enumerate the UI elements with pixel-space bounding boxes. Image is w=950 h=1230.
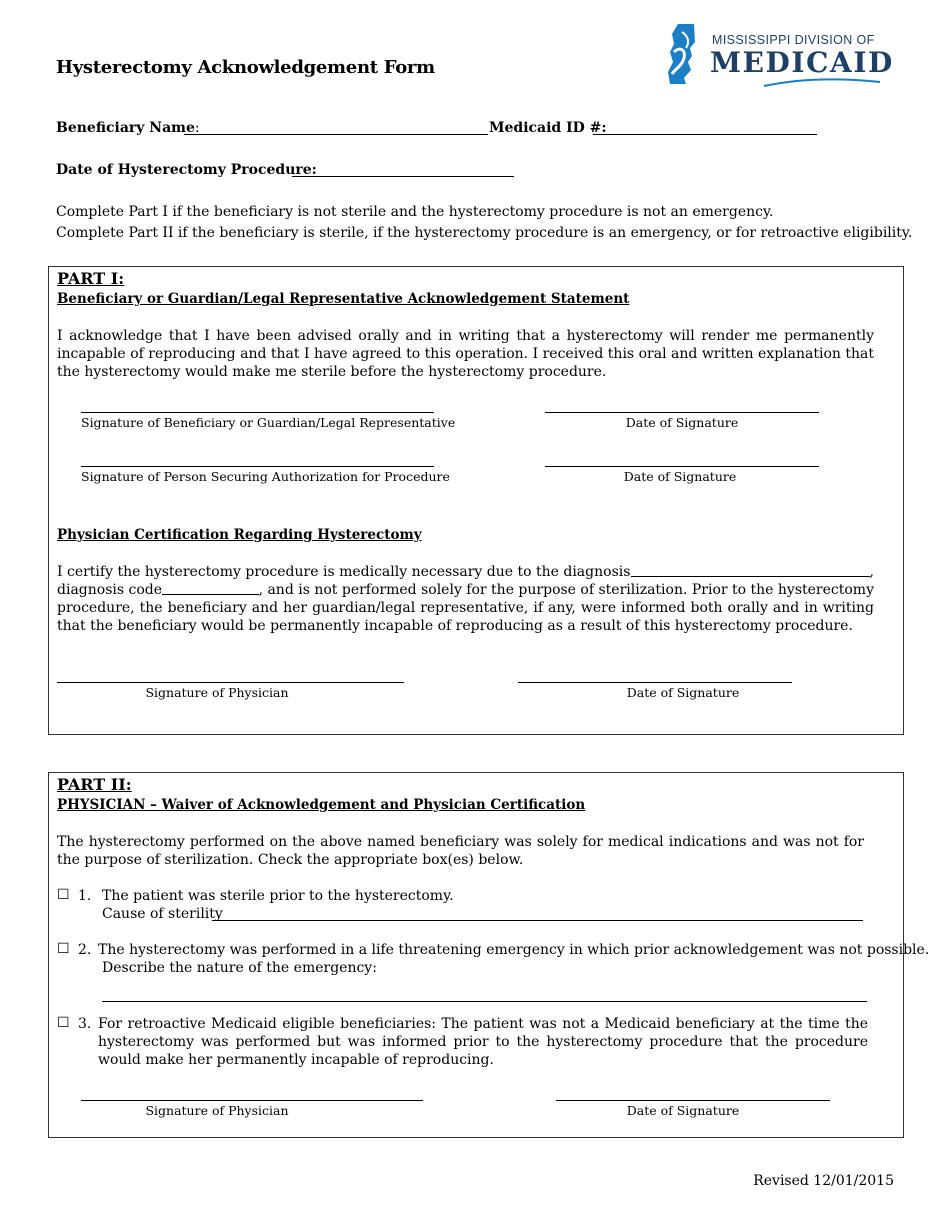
physician-signature-label: Signature of Physician xyxy=(145,685,289,700)
part2-signature-date-field[interactable] xyxy=(556,1100,830,1101)
emergency-checkbox[interactable]: ☐ xyxy=(57,941,70,957)
mississippi-state-icon xyxy=(664,22,708,86)
diagnosis-code-field[interactable] xyxy=(162,581,259,595)
securing-person-signature-field[interactable] xyxy=(81,466,434,467)
medicaid-logo xyxy=(664,22,894,90)
part2-physician-signature-field[interactable] xyxy=(81,1100,423,1101)
logo-medicaid-text: MEDICAID xyxy=(710,46,894,79)
part1-subheading: Beneficiary or Guardian/Legal Representative Acknowledgement Statement xyxy=(57,291,630,307)
item2-text: The hysterectomy was performed in a life threatening emergency in which prior acknowledgement was not possible. xyxy=(98,942,930,958)
beneficiary-signature-field[interactable] xyxy=(81,412,434,413)
cert-text-diagnosis: I certify the hysterectomy procedure is medically necessary due to the diagnosis xyxy=(57,564,631,580)
date-of-signature-label: Date of Signature xyxy=(626,1103,740,1118)
instruction-part1: Complete Part I if the beneficiary is not sterile and the hysterectomy procedure is not an emergency. xyxy=(56,204,774,220)
part2-intro: The hysterectomy performed on the above named beneficiary was solely for medical indications and was not for the purpose of sterilization. Check the appropriate box(es) below. xyxy=(57,834,864,868)
cause-of-sterility-field[interactable] xyxy=(212,920,863,921)
sterile-checkbox[interactable]: ☐ xyxy=(57,887,70,903)
part2-section xyxy=(48,772,930,1138)
item2-number: 2. xyxy=(78,942,92,958)
medicaid-id-field[interactable] xyxy=(593,134,817,135)
part1-section xyxy=(48,266,904,735)
physician-signature-label: Signature of Physician xyxy=(145,1103,289,1118)
procedure-date-field[interactable] xyxy=(292,176,514,177)
item3-text: For retroactive Medicaid eligible beneficiaries: The patient was not a Medicaid beneficiary at the time the hysterectomy was performed but was informed prior to the hysterectomy procedure that the procedure would make her permanently incapable of reproducing. xyxy=(98,1016,868,1068)
physician-signature-date-field[interactable] xyxy=(518,682,792,683)
beneficiary-signature-label: Signature of Beneficiary or Guardian/Legal Representative xyxy=(81,415,456,430)
form-title: Hysterectomy Acknowledgement Form xyxy=(56,57,435,78)
item3-number: 3. xyxy=(78,1016,92,1032)
part1-heading: PART I: xyxy=(57,269,125,288)
securing-person-date-field[interactable] xyxy=(545,466,819,467)
medicaid-id-label: Medicaid ID #: xyxy=(489,120,607,136)
logo-division-text: MISSISSIPPI DIVISION OF xyxy=(712,33,875,47)
item1-number: 1. xyxy=(78,888,92,904)
beneficiary-signature-date-field[interactable] xyxy=(545,412,819,413)
part2-subheading: PHYSICIAN – Waiver of Acknowledgement and Physician Certification xyxy=(57,797,586,813)
procedure-date-label: Date of Hysterectomy Procedure: xyxy=(56,162,317,178)
cert-text-code: diagnosis code xyxy=(57,582,163,598)
cause-of-sterility-label: Cause of sterility xyxy=(102,906,223,922)
part2-heading: PART II: xyxy=(57,775,132,794)
cert-comma: , xyxy=(869,564,874,580)
acknowledgement-statement: I acknowledge that I have been advised orally and in writing that a hysterectomy will render me permanently incapable of reproducing and that I have agreed to this operation. I received this oral and written explanation that the hysterectomy would make me sterile before the hysterectomy procedure. xyxy=(57,328,874,380)
cert-text-sterilization: , and is not performed solely for the purpose of sterilization. Prior to the hysterectomy xyxy=(258,582,874,598)
beneficiary-name-label: Beneficiary Name: xyxy=(56,120,200,136)
instruction-part2: Complete Part II if the beneficiary is sterile, if the hysterectomy procedure is an emergency, or for retroactive eligibility. xyxy=(56,225,913,241)
physician-certification-statement xyxy=(57,563,874,635)
emergency-description-field[interactable] xyxy=(102,1001,867,1002)
date-of-signature-label: Date of Signature xyxy=(623,469,737,484)
cert-text-informed: procedure, the beneficiary and her guardian/legal representative, if any, were informed both orally and in writing that the beneficiary would be permanently incapable of reproducing as a result of this hysterectomy procedure. xyxy=(57,600,874,634)
logo-swoosh xyxy=(762,78,882,88)
revision-date: Revised 12/01/2015 xyxy=(753,1173,894,1189)
diagnosis-field[interactable] xyxy=(631,563,869,577)
date-of-signature-label: Date of Signature xyxy=(625,415,739,430)
beneficiary-name-field[interactable] xyxy=(184,134,488,135)
item1-text: The patient was sterile prior to the hysterectomy. xyxy=(102,888,454,904)
securing-person-signature-label: Signature of Person Securing Authorization for Procedure xyxy=(81,469,450,484)
physician-certification-heading: Physician Certification Regarding Hysterectomy xyxy=(57,527,422,543)
date-of-signature-label: Date of Signature xyxy=(626,685,740,700)
physician-signature-field[interactable] xyxy=(57,682,404,683)
emergency-description-label: Describe the nature of the emergency: xyxy=(102,960,377,976)
retroactive-checkbox[interactable]: ☐ xyxy=(57,1015,70,1031)
